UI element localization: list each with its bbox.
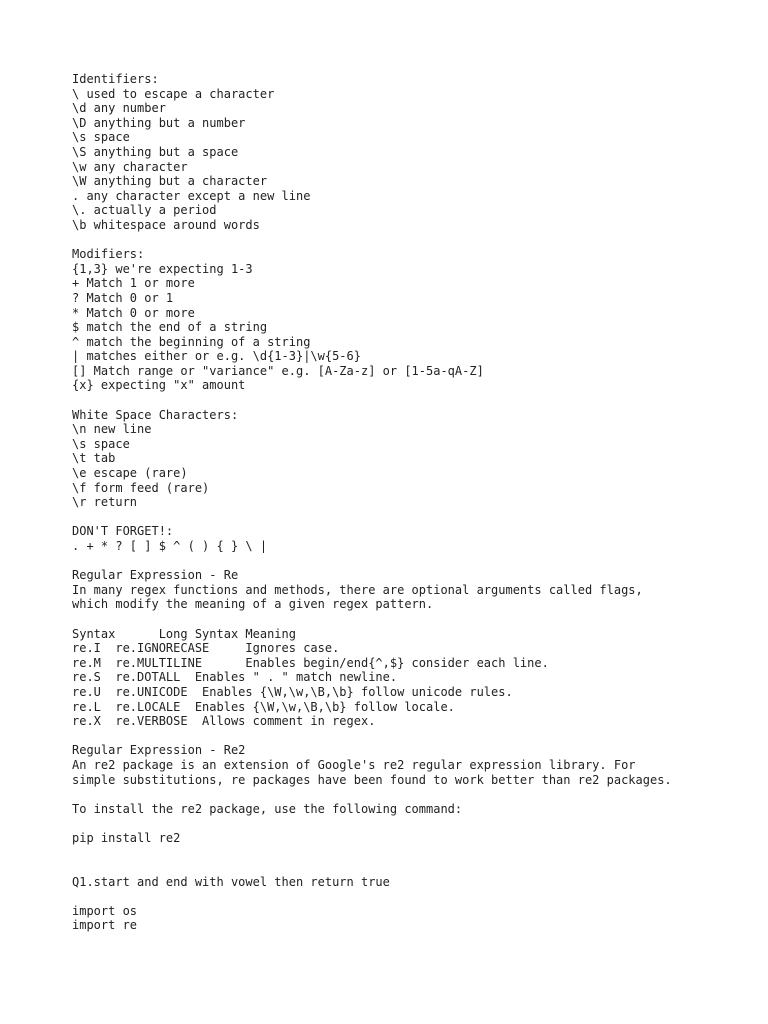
whitespace-heading: White Space Characters:	[72, 407, 239, 422]
modifier-line: ? Match 0 or 1	[72, 290, 174, 305]
whitespace-line: \n new line	[72, 422, 152, 437]
spacer	[72, 612, 752, 627]
modifier-line: * Match 0 or more	[72, 305, 195, 320]
modifiers-heading: Modifiers:	[72, 247, 145, 262]
whitespace-line: \f form feed (rare)	[72, 480, 210, 495]
identifier-line: . any character except a new line	[72, 188, 311, 203]
re2-install-intro: To install the re2 package, use the following command:	[72, 801, 463, 816]
flags-table-row: re.X re.VERBOSE Allows comment in regex.	[72, 714, 376, 729]
modifier-line: + Match 1 or more	[72, 276, 195, 291]
whitespace-line: \e escape (rare)	[72, 466, 188, 481]
dont-forget-heading: DON'T FORGET!:	[72, 524, 174, 539]
re-paragraph: which modify the meaning of a given regex pattern.	[72, 597, 434, 612]
modifier-line: | matches either or e.g. \d{1-3}|\w{5-6}	[72, 349, 361, 364]
spacer	[72, 393, 752, 408]
spacer	[72, 554, 752, 569]
identifier-line: \. actually a period	[72, 203, 217, 218]
re-paragraph: In many regex functions and methods, there are optional arguments called flags,	[72, 582, 643, 597]
modifier-line: {1,3} we're expecting 1-3	[72, 261, 253, 276]
spacer	[72, 787, 752, 802]
modifier-line: $ match the end of a string	[72, 320, 268, 335]
flags-table-row: re.M re.MULTILINE Enables begin/end{^,$} consider each line.	[72, 655, 549, 670]
identifiers-heading: Identifiers:	[72, 72, 159, 86]
re2-install-command: pip install re2	[72, 830, 181, 845]
identifier-line: \b whitespace around words	[72, 217, 260, 232]
re2-paragraph: An re2 package is an extension of Google's re2 regular expression library. For	[72, 757, 636, 772]
identifier-line: \S anything but a space	[72, 144, 239, 159]
modifier-line: ^ match the beginning of a string	[72, 334, 311, 349]
modifier-line: {x} expecting "x" amount	[72, 378, 246, 393]
document-page	[72, 72, 752, 933]
flags-table-row: re.U re.UNICODE Enables {\W,\w,\B,\b} follow unicode rules.	[72, 684, 513, 699]
modifier-line: [] Match range or "variance" e.g. [A-Za-z] or [1-5a-qA-Z]	[72, 363, 484, 378]
identifier-line: \D anything but a number	[72, 115, 246, 130]
identifier-line: \ used to escape a character	[72, 86, 275, 101]
whitespace-line: \r return	[72, 495, 138, 510]
spacer	[72, 845, 752, 860]
flags-table-row: re.L re.LOCALE Enables {\W,\w,\B,\b} follow locale.	[72, 699, 455, 714]
flags-table-header: Syntax Long Syntax Meaning	[72, 626, 296, 641]
code-line: import os	[72, 903, 138, 918]
whitespace-line: \s space	[72, 436, 130, 451]
code-line: import re	[72, 918, 138, 933]
identifier-line: \w any character	[72, 159, 188, 174]
spacer	[72, 816, 752, 831]
identifier-line: \s space	[72, 130, 130, 145]
spacer	[72, 233, 752, 248]
re2-heading: Regular Expression - Re2	[72, 743, 246, 758]
spacer	[72, 889, 752, 904]
identifier-line: \W anything but a character	[72, 174, 268, 189]
identifier-line: \d any number	[72, 101, 166, 116]
spacer	[72, 860, 752, 875]
flags-table-row: re.I re.IGNORECASE Ignores case.	[72, 641, 340, 656]
whitespace-line: \t tab	[72, 451, 116, 466]
spacer	[72, 729, 752, 744]
re2-paragraph: simple substitutions, re packages have been found to work better than re2 packages.	[72, 772, 672, 787]
spacer	[72, 510, 752, 525]
re-heading: Regular Expression - Re	[72, 568, 239, 583]
dont-forget-line: . + * ? [ ] $ ^ ( ) { } \ |	[72, 539, 268, 553]
flags-table-row: re.S re.DOTALL Enables " . " match newline.	[72, 670, 398, 685]
question-title: Q1.start and end with vowel then return true	[72, 874, 390, 889]
